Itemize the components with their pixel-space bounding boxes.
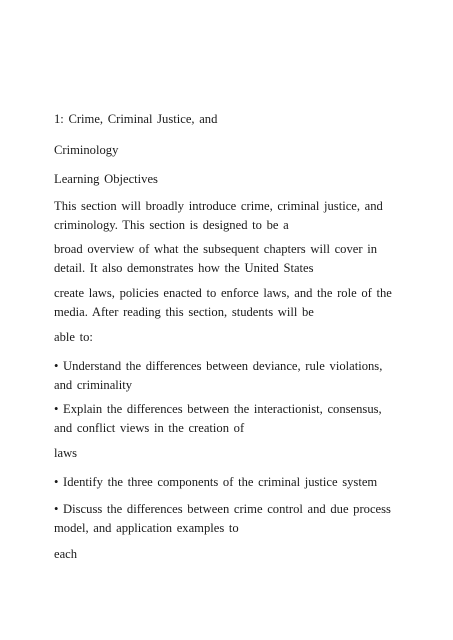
laws-line-2: media. After reading this section, students will be: [54, 305, 314, 319]
overview-line-2: detail. It also demonstrates how the United States: [54, 261, 314, 275]
bullet-2-line-1: • Explain the differences between the interactionist, consensus,: [54, 402, 382, 416]
objective-bullet-2: [54, 400, 402, 438]
objective-bullet-1: [54, 357, 402, 395]
heading-line-1: 1: Crime, Criminal Justice, and: [54, 112, 218, 126]
objective-bullet-4: [54, 500, 402, 538]
bullet-4-line-2: model, and application examples to: [54, 521, 239, 535]
overview-paragraph: [54, 240, 402, 278]
learning-objectives-heading: Learning Objectives: [54, 172, 158, 186]
overview-line-1: broad overview of what the subsequent chapters will cover in: [54, 242, 377, 256]
intro-line-2: criminology. This section is designed to be a: [54, 218, 289, 232]
intro-paragraph: [54, 197, 402, 235]
laws-line-1: create laws, policies enacted to enforce laws, and the role of the: [54, 286, 392, 300]
objective-bullet-3: • Identify the three components of the criminal justice system: [54, 475, 378, 489]
laws-word: laws: [54, 446, 78, 460]
laws-paragraph: [54, 284, 402, 322]
bullet-4-line-1: • Discuss the differences between crime control and due process: [54, 502, 391, 516]
heading-line-2: Criminology: [54, 143, 119, 157]
intro-line-1: This section will broadly introduce crime, criminal justice, and: [54, 199, 383, 213]
each-word: each: [54, 547, 78, 561]
bullet-2-line-2: and conflict views in the creation of: [54, 421, 245, 435]
bullet-1-line-1: • Understand the differences between deviance, rule violations,: [54, 359, 383, 373]
bullet-1-line-2: and criminality: [54, 378, 133, 392]
able-to-text: able to:: [54, 330, 93, 344]
